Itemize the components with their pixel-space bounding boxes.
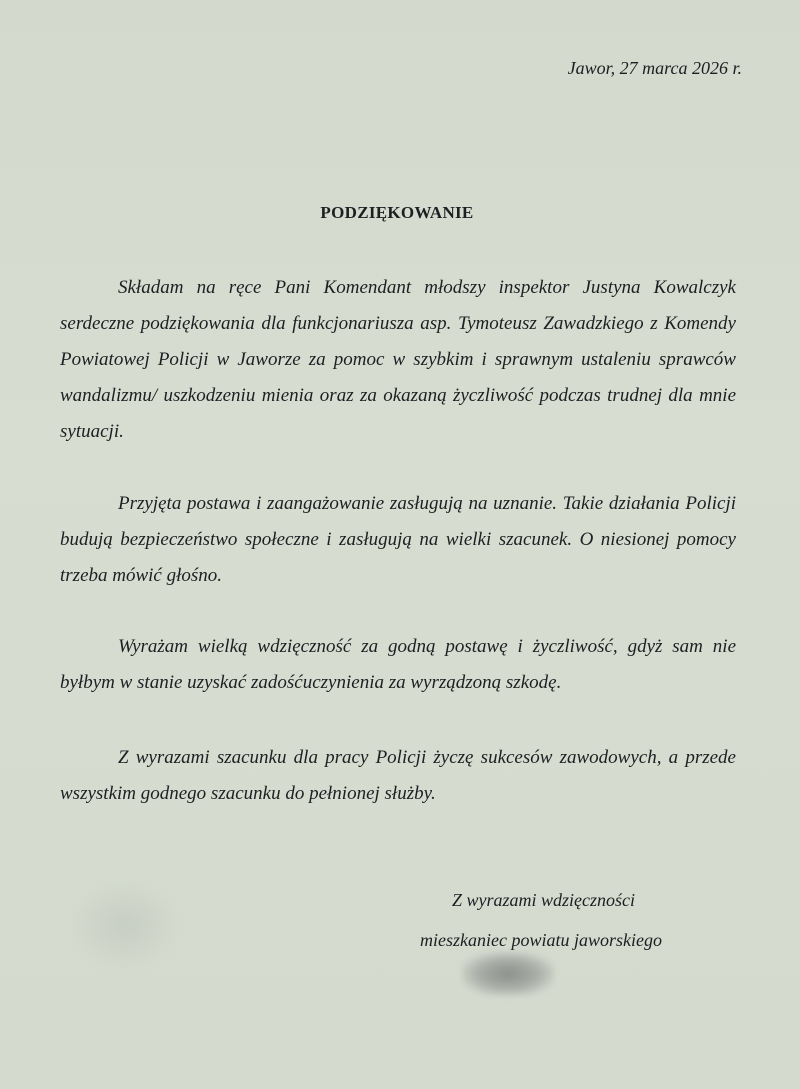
paragraph-1-text: Składam na ręce Pani Komendant młodszy inspektor Justyna Kowalczyk serdeczne podziękowania dla funkcjonariusza asp. Tymoteusz Zawadzkiego z Komendy Powiatowej Policji w Jaworze za pomoc w szybkim i sprawnym ustaleniu sprawców wandalizmu/ uszkodzeniu mienia oraz za okazaną życzliwość podczas trudnej dla mnie sytuacji. bbox=[60, 277, 736, 442]
closing-salutation: Z wyrazami wdzięczności bbox=[452, 890, 636, 910]
paragraph-2 bbox=[60, 486, 736, 594]
letter-title: PODZIĘKOWANIE bbox=[320, 203, 474, 222]
paragraph-2-text: Przyjęta postawa i zaangażowanie zasługują na uznanie. Takie działania Policji budują bezpieczeństwo społeczne i zasługują na wielki szacunek. O niesionej pomocy trzeba mówić głośno. bbox=[60, 493, 736, 586]
paragraph-4-text: Z wyrazami szacunku dla pracy Policji życzę sukcesów zawodowych, a przede wszystkim godnego szacunku do pełnionej służby. bbox=[60, 747, 736, 804]
paragraph-3 bbox=[60, 629, 736, 701]
paragraph-4 bbox=[60, 740, 736, 812]
place-and-date: Jawor, 27 marca 2026 r. bbox=[567, 58, 742, 78]
redacted-signature bbox=[462, 952, 554, 996]
paper-smudge bbox=[70, 880, 180, 970]
paragraph-1 bbox=[60, 270, 736, 450]
closing-signatory: mieszkaniec powiatu jaworskiego bbox=[420, 930, 662, 950]
paragraph-3-text: Wyrażam wielką wdzięczność za godną postawę i życzliwość, gdyż sam nie byłbym w stanie uzyskać zadośćuczynienia za wyrządzoną szkodę. bbox=[60, 636, 736, 693]
